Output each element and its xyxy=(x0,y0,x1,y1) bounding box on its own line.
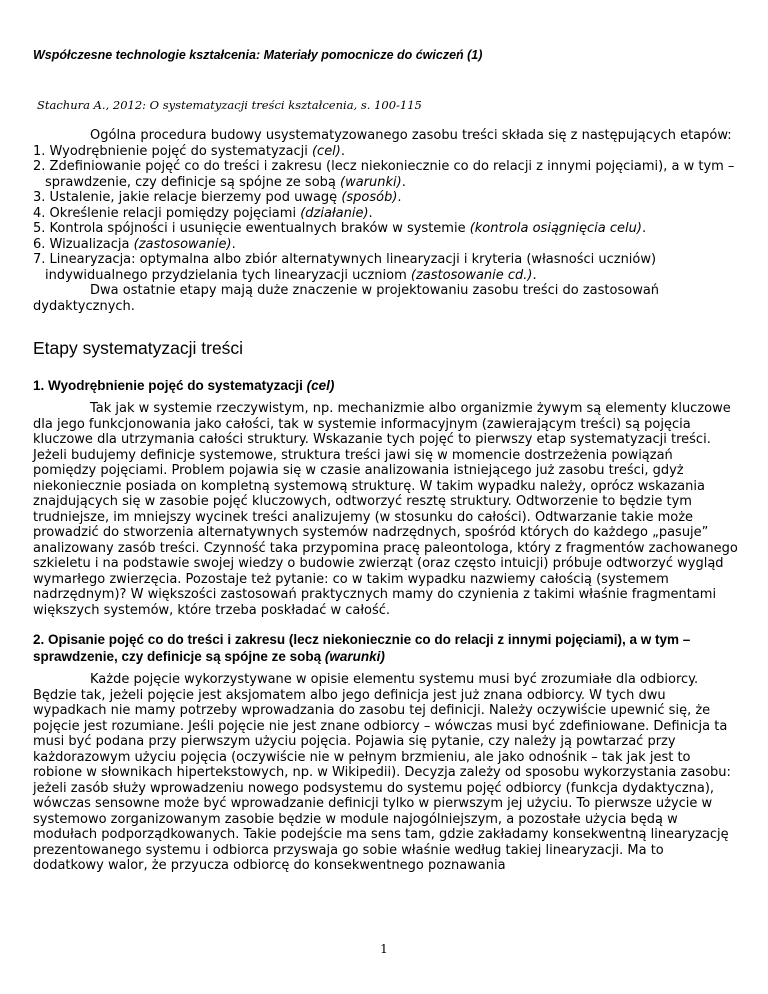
step-tail: . xyxy=(340,143,346,159)
subsection-1-paragraph: Tak jak w systemie rzeczywistym, np. mechanizmie albo organizmie żywym są elementy kluczowe dla jego funkcjonowania jako całości, tak w systemie informacyjnym (zawierającym treści) są pojęcia kluczowe dla utrzymania całości struktury. Wskazanie tych pojęć to pierwszy etap systematyzacji treści. Jeżeli budujemy definicje systemowe, struktura treści jawi się w momencie dostrzeżenia powiązań pomiędzy pojęciami. Problem pojawia się w czasie analizowania istniejącego już zasobu treści, gdyż niekoniecznie posiada on kompletną systemową strukturę. W takim wypadku należy, oprócz wskazania znajdujących się w zasobie pojęć kluczowych, odtworzyć resztę struktury. Odtworzenie to będzie tym trudniejsze, im mniejszy wycinek treści analizujemy (w stosunku do całości). Odtwarzanie takie może prowadzić do stworzenia alternatywnych systemów nadrzędnych, spośród których do każdego „pasuje” analizowany zasób treści. Czynność taka przypomina pracę paleontologa, który z fragmentów zachowanego szkieletu i na podstawie swojej wiedzy o budowie zwierząt (oraz często intuicji) próbuje odtworzyć wygląd wymarłego zwierzęcia. Pozostaje też pytanie: co w takim wypadku nazwiemy całością (systemem nadrzędnym)? W większości zastosowań praktycznych mamy do czynienia z takimi właśnie fragmentami większych systemów, które trzeba poskładać w całość. xyxy=(33,401,738,618)
list-item xyxy=(33,237,738,253)
list-item xyxy=(33,252,738,283)
step-tail: . xyxy=(231,236,236,252)
document-body xyxy=(33,128,738,874)
page-number: 1 xyxy=(380,942,388,956)
intro-closing: Dwa ostatnie etapy mają duże znaczenie w projektowaniu zasobu treści do zastosowań dydaktycznych. xyxy=(33,283,660,314)
subsection-1-title: 1. Wyodrębnienie pojęć do systematyzacji xyxy=(33,378,307,393)
step-note: (kontrola osiągnięcia celu) xyxy=(469,221,642,236)
list-item xyxy=(33,159,738,190)
step-note: (warunki) xyxy=(340,174,402,190)
step-text: 6. Wizualizacja xyxy=(33,236,134,252)
citation: Stachura A., 2012: O systematyzacji treści kształcenia, s. 100-115 xyxy=(37,98,422,112)
step-text: 1. Wyodrębnienie pojęć do systematyzacji xyxy=(33,143,312,159)
list-item xyxy=(33,206,738,222)
list-item xyxy=(33,144,738,160)
step-tail: . xyxy=(641,221,647,236)
step-tail: . xyxy=(401,174,406,190)
step-note: (cel) xyxy=(311,143,341,159)
step-note: (sposób) xyxy=(341,190,398,205)
step-tail: . xyxy=(532,267,537,283)
step-text: 5. Kontrola spójności i usunięcie ewentualnych braków w systemie xyxy=(33,221,470,236)
step-tail: . xyxy=(368,205,373,221)
subsection-2-heading xyxy=(33,631,738,665)
step-note: (zastosowanie cd.) xyxy=(410,267,533,283)
procedure-steps-list xyxy=(33,144,738,284)
step-text: 2. Zdefiniowanie pojęć co do treści i zakresu (lecz niekoniecznie co do relacji z innymi pojęciami), a w tym – sprawdzenie, czy definicje są spójne ze sobą xyxy=(33,159,735,190)
subsection-2-title: 2. Opisanie pojęć co do treści i zakresu (lecz niekoniecznie co do relacji z innymi pojęciami), a w tym – sprawdzenie, czy definicje są spójne ze sobą xyxy=(33,632,691,664)
step-text: 4. Określenie relacji pomiędzy pojęciami xyxy=(33,205,301,221)
step-text: 7. Linearyzacja: optymalna albo zbiór alternatywnych linearyzacji i kryteria (własności uczniów) indywidualnego przydzielania tych linearyzacji uczniom xyxy=(33,252,657,283)
list-item xyxy=(33,190,738,206)
step-text: 3. Ustalenie, jakie relacje bierzemy pod uwagę xyxy=(33,190,342,205)
spacer xyxy=(33,618,738,631)
step-tail: . xyxy=(397,190,402,205)
subsection-1-heading xyxy=(33,377,738,394)
intro-lead: Ogólna procedura budowy usystematyzowanego zasobu treści składa się z następujących etapów: xyxy=(90,128,732,143)
document-header-title: Współczesne technologie kształcenia: Materiały pomocnicze do ćwiczeń (1) xyxy=(33,48,483,62)
subsection-2-paragraph: Każde pojęcie wykorzystywane w opisie elementu systemu musi być zrozumiałe dla odbiorcy. Będzie tak, jeżeli pojęcie jest aksjomatem albo jego definicja jest już znana odbiorcy. W tych dwu wypadkach nie mamy potrzeby wprowadzania do zasobu tej definicji. Należy oczywiście upewnić się, że pojęcie jest rozumiane. Jeśli pojęcie nie jest znane odbiorcy – wówczas musi być zdefiniowane. Definicja ta musi być podana przy pierwszym użyciu pojęcia. Pojawia się pytanie, czy należy ją powtarzać przy każdorazowym użyciu pojęcia (oczywiście nie w pełnym brzmieniu, ale jako odnośnik – tak jak jest to robione w słownikach hipertekstowych, np. w Wikipedii). Decyzja zależy od sposobu wykorzystania zasobu: jeżeli zasób służy wprowadzeniu nowego podsystemu do systemu pojęć odbiorcy (funkcja dydaktyczna), wówczas sensowne może być wprowadzanie definicji tylko w pierwszym jej użyciu. To pierwsze użycie w systemowo zorganizowanym zasobie będzie w module najogólniejszym, a pozostałe użycia będą w modułach podporządkowanych. Takie podejście ma sens tam, gdzie zakładamy konsekwentną linearyzację prezentowanego systemu i odbiorca przyswaja go sobie właśnie według takiej linearyzacji. Ma to dodatkowy walor, że przyucza odbiorcę do konsekwentnego poznawania xyxy=(33,672,731,873)
subsection-1-note: (cel) xyxy=(306,378,335,393)
step-note: (działanie) xyxy=(300,205,369,221)
step-note: (zastosowanie) xyxy=(133,236,232,252)
subsection-2-note: (warunki) xyxy=(324,649,385,664)
section-heading: Etapy systematyzacji treści xyxy=(33,338,244,358)
list-item xyxy=(33,221,738,237)
